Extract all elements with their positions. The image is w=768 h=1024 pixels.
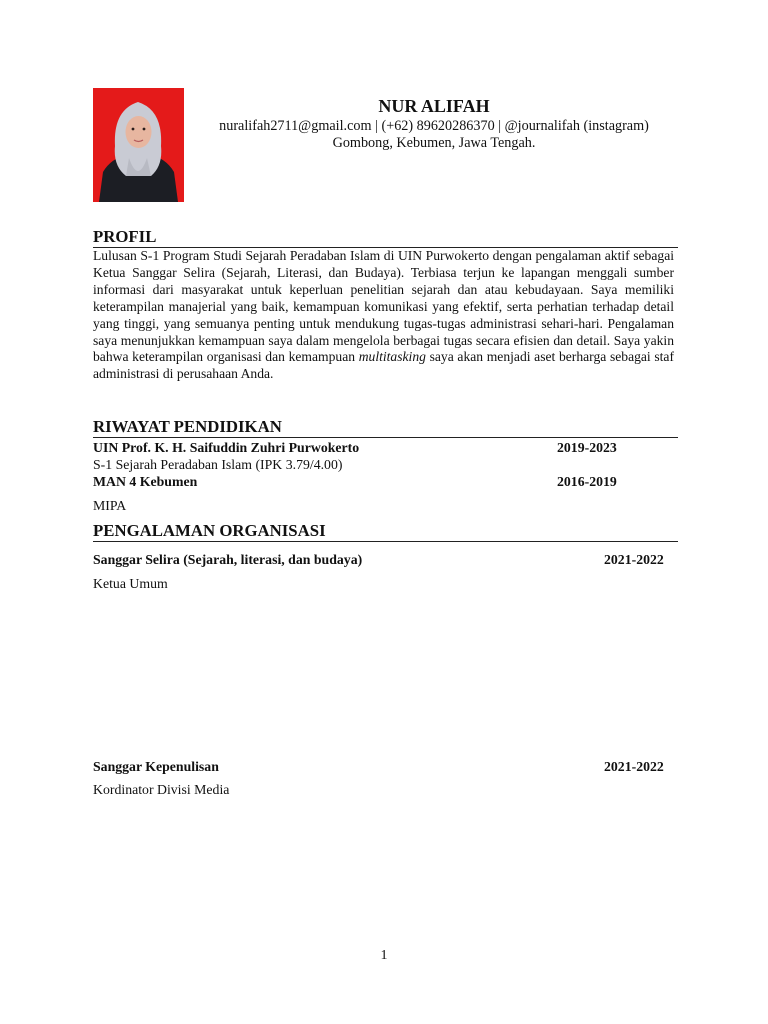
organization-name: Sanggar Kepenulisan bbox=[93, 759, 219, 774]
organization-years: 2021-2022 bbox=[604, 759, 664, 774]
organization-role-text: Kordinator Divisi Media bbox=[93, 782, 230, 797]
person-portrait-icon bbox=[93, 88, 184, 202]
profile-text: Lulusan S-1 Program Studi Sejarah Peradaban Islam di UIN Purwokerto dengan pengalaman aktif sebagai Ketua Sanggar Selira (Sejarah, Literasi, dan Budaya). Terbiasa terjun ke lapangan menggali sumber informasi dari masyarakat untuk keperluan penelitian sejarah dan atau kebudayaan. Saya memiliki keterampilan manajerial yang baik, kemampuan komunikasi yang efektif, serta perhatian terhadap detail yang tinggi, yang semuanya penting untuk mendukung tugas-tugas administrasi sehari-hari. Pengalaman saya menunjukkan kemampuan saya dalam mengelola berbagai tugas secara efisien dan detail. Saya yakin bahwa keterampilan organisasi dan kemampuan bbox=[93, 248, 674, 365]
page-number: 1 bbox=[380, 948, 388, 963]
profile-text-italic: multitasking bbox=[358, 349, 426, 365]
address: Gombong, Kebumen, Jawa Tengah. bbox=[332, 135, 536, 151]
section-divider bbox=[93, 541, 678, 542]
education-degree: S-1 Sejarah Peradaban Islam (IPK 3.79/4.00) bbox=[93, 457, 343, 472]
profile-summary bbox=[93, 248, 674, 383]
section-heading-profile: PROFIL bbox=[93, 227, 157, 246]
organization-name: Sanggar Selira (Sejarah, literasi, dan budaya) bbox=[93, 552, 363, 567]
section-divider bbox=[93, 437, 678, 438]
school-name: MAN 4 Kebumen bbox=[93, 474, 198, 489]
education-years: 2016-2019 bbox=[557, 474, 617, 489]
education-years: 2019-2023 bbox=[557, 440, 617, 455]
profile-text-end: saya akan menjadi aset berharga sebagai staf administrasi di perusahaan Anda. bbox=[93, 349, 674, 382]
contact-info: nuralifah2711@gmail.com | (+62) 89620286370 | @journalifah (instagram) bbox=[219, 118, 649, 134]
section-heading-education: RIWAYAT PENDIDIKAN bbox=[93, 417, 282, 436]
profile-photo bbox=[93, 88, 184, 202]
organization-years: 2021-2022 bbox=[604, 552, 664, 567]
education-major: MIPA bbox=[93, 498, 127, 513]
school-name: UIN Prof. K. H. Saifuddin Zuhri Purwokerto bbox=[93, 440, 360, 455]
organization-role-text: Ketua Umum bbox=[93, 576, 168, 591]
section-heading-organization: PENGALAMAN ORGANISASI bbox=[93, 521, 326, 540]
full-name: NUR ALIFAH bbox=[378, 96, 490, 116]
